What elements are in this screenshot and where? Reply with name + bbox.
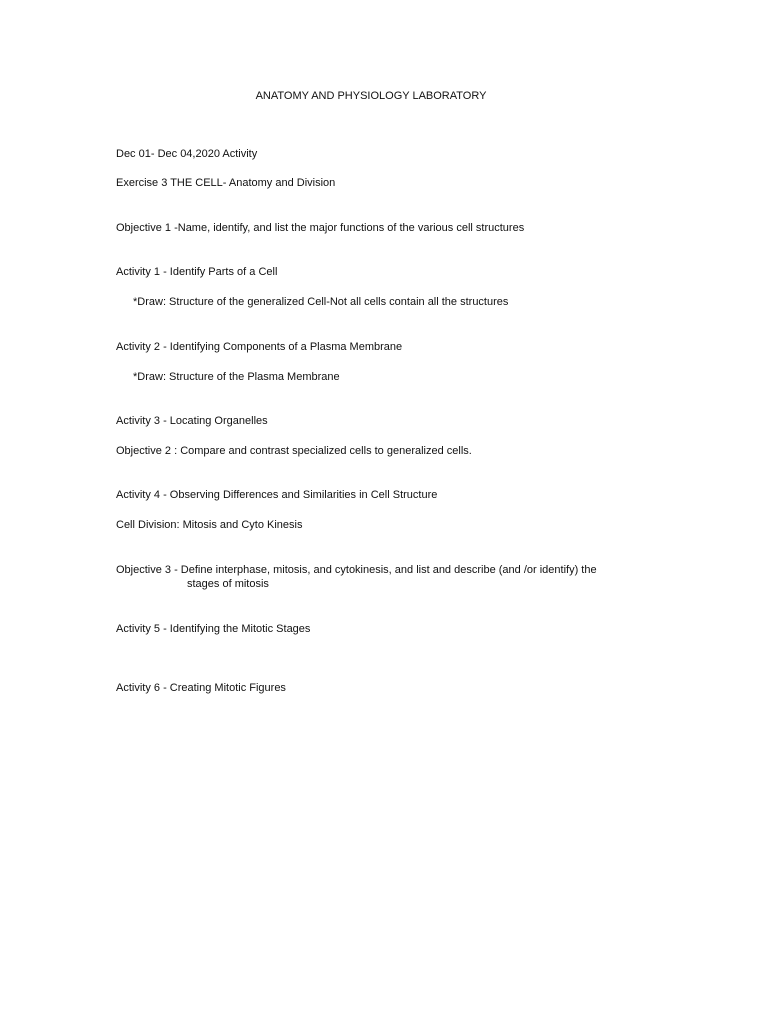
activity-5: Activity 5 - Identifying the Mitotic Stages	[116, 623, 311, 635]
cell-division-heading: Cell Division: Mitosis and Cyto Kinesis	[116, 519, 303, 531]
activity-3: Activity 3 - Locating Organelles	[116, 415, 268, 427]
objective-3	[116, 563, 597, 591]
activity-1: Activity 1 - Identify Parts of a Cell	[116, 266, 278, 278]
objective-1: Objective 1 -Name, identify, and list the major functions of the various cell structures	[116, 222, 525, 234]
activity-4: Activity 4 - Observing Differences and Similarities in Cell Structure	[116, 489, 438, 501]
date-line: Dec 01- Dec 04,2020 Activity	[116, 148, 258, 160]
draw-instruction-2: *Draw: Structure of the Plasma Membrane	[133, 371, 340, 383]
activity-6: Activity 6 - Creating Mitotic Figures	[116, 682, 286, 694]
draw-instruction-1: *Draw: Structure of the generalized Cell-Not all cells contain all the structures	[133, 296, 509, 308]
activity-2: Activity 2 - Identifying Components of a Plasma Membrane	[116, 341, 403, 353]
objective-2: Objective 2 : Compare and contrast specialized cells to generalized cells.	[116, 445, 472, 457]
objective-3-line-2: stages of mitosis	[187, 578, 269, 590]
objective-3-line-1: Objective 3 - Define interphase, mitosis, and cytokinesis, and list and describe (and /or identify) the	[116, 564, 597, 576]
document-title: ANATOMY AND PHYSIOLOGY LABORATORY	[255, 90, 487, 102]
exercise-heading: Exercise 3 THE CELL- Anatomy and Division	[116, 177, 336, 189]
